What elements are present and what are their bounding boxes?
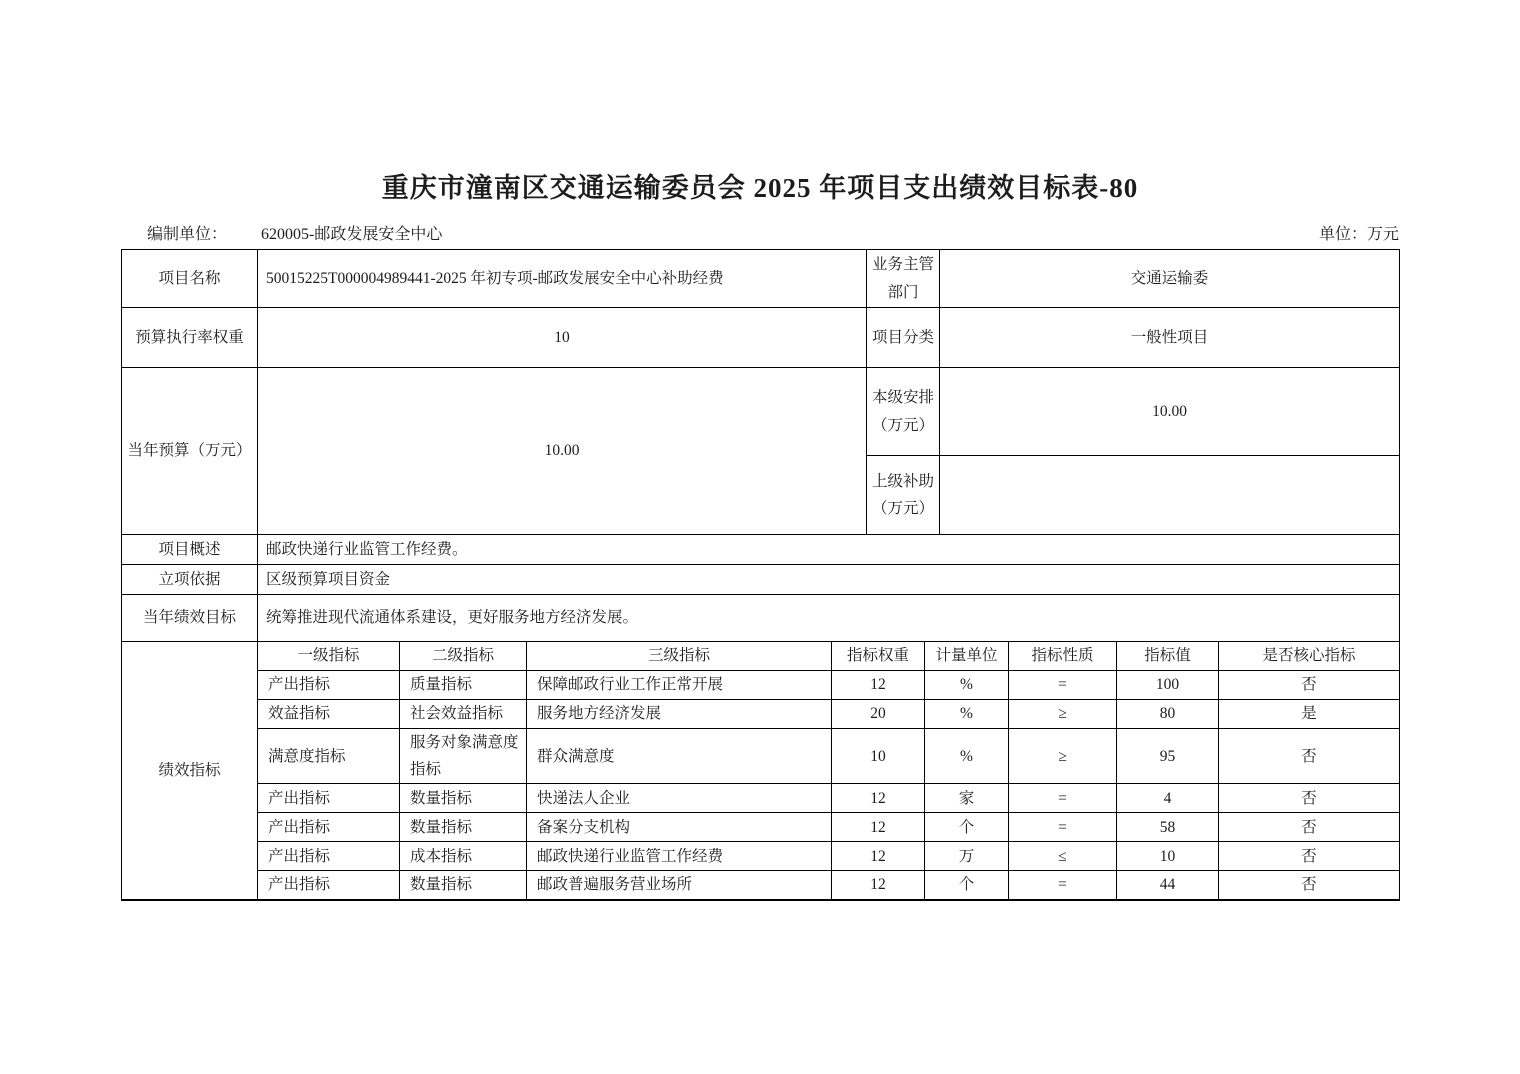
indicator-cell: ≤: [1009, 842, 1117, 871]
annual-budget-value: 10.00: [258, 368, 867, 535]
overview-value: 邮政快递行业监管工作经费。: [258, 535, 1400, 565]
indicator-cell: =: [1009, 813, 1117, 842]
indicator-cell: 12: [832, 671, 925, 700]
superior-subsidy-label: 上级补助（万元）: [867, 456, 940, 535]
indicator-cell: 100: [1117, 671, 1219, 700]
indicator-cell: 产出指标: [258, 842, 400, 871]
indicator-cell: 成本指标: [400, 842, 527, 871]
col-header-weight: 指标权重: [832, 642, 925, 671]
project-info-table: [121, 249, 1400, 642]
basis-label: 立项依据: [122, 565, 258, 595]
indicator-header-row: [122, 642, 1400, 671]
indicator-cell: 否: [1219, 813, 1400, 842]
col-header-core: 是否核心指标: [1219, 642, 1400, 671]
annual-budget-row: [122, 368, 1400, 456]
indicator-cell: 邮政普遍服务营业场所: [527, 871, 832, 900]
indicator-cell: 群众满意度: [527, 729, 832, 784]
category-label: 项目分类: [867, 308, 940, 368]
indicator-cell: 万: [925, 842, 1009, 871]
goal-value: 统筹推进现代流通体系建设，更好服务地方经济发展。: [258, 595, 1400, 642]
indicator-cell: 家: [925, 784, 1009, 813]
indicator-cell: 12: [832, 784, 925, 813]
indicator-cell: 满意度指标: [258, 729, 400, 784]
indicator-cell: %: [925, 729, 1009, 784]
indicator-cell: 否: [1219, 729, 1400, 784]
budget-exec-weight-value: 10: [258, 308, 867, 368]
indicator-cell: 58: [1117, 813, 1219, 842]
local-arrangement-value: 10.00: [940, 368, 1400, 456]
superior-subsidy-value: [940, 456, 1400, 535]
indicator-row: [122, 700, 1400, 729]
indicator-row: [122, 871, 1400, 900]
indicator-cell: 产出指标: [258, 784, 400, 813]
indicator-cell: =: [1009, 871, 1117, 900]
indicator-cell: 12: [832, 842, 925, 871]
budget-exec-weight-label: 预算执行率权重: [122, 308, 258, 368]
indicator-cell: 95: [1117, 729, 1219, 784]
indicator-table: [121, 641, 1400, 901]
col-header-value: 指标值: [1117, 642, 1219, 671]
indicator-cell: 效益指标: [258, 700, 400, 729]
indicator-cell: 数量指标: [400, 871, 527, 900]
indicator-cell: 产出指标: [258, 871, 400, 900]
indicator-cell: 质量指标: [400, 671, 527, 700]
indicator-cell: 否: [1219, 784, 1400, 813]
dept-value: 交通运输委: [940, 250, 1400, 308]
indicator-cell: 数量指标: [400, 813, 527, 842]
indicator-cell: 20: [832, 700, 925, 729]
indicator-cell: 否: [1219, 871, 1400, 900]
page-title: 重庆市潼南区交通运输委员会 2025 年项目支出绩效目标表-80: [381, 173, 1139, 203]
col-header-unit: 计量单位: [925, 642, 1009, 671]
indicator-cell: 个: [925, 813, 1009, 842]
project-name-row: [122, 250, 1400, 308]
col-header-level2: 二级指标: [400, 642, 527, 671]
prepared-by-value: 620005-邮政发展安全中心: [261, 226, 443, 243]
indicator-cell: =: [1009, 784, 1117, 813]
basis-row: [122, 565, 1400, 595]
indicator-row: [122, 842, 1400, 871]
indicator-cell: 否: [1219, 842, 1400, 871]
indicator-row: [122, 813, 1400, 842]
overview-label: 项目概述: [122, 535, 258, 565]
indicator-cell: 否: [1219, 671, 1400, 700]
annual-budget-label: 当年预算（万元）: [122, 368, 258, 535]
indicator-cell: =: [1009, 671, 1117, 700]
indicator-cell: 服务对象满意度指标: [400, 729, 527, 784]
indicator-cell: 保障邮政行业工作正常开展: [527, 671, 832, 700]
project-name-label: 项目名称: [122, 250, 258, 308]
indicator-cell: 是: [1219, 700, 1400, 729]
indicator-cell: 备案分支机构: [527, 813, 832, 842]
project-name-value: 50015225T000004989441-2025 年初专项-邮政发展安全中心补助经费: [258, 250, 867, 308]
indicator-cell: 12: [832, 813, 925, 842]
indicator-cell: 80: [1117, 700, 1219, 729]
col-header-nature: 指标性质: [1009, 642, 1117, 671]
indicator-cell: 服务地方经济发展: [527, 700, 832, 729]
indicator-cell: 数量指标: [400, 784, 527, 813]
overview-row: [122, 535, 1400, 565]
indicator-cell: 邮政快递行业监管工作经费: [527, 842, 832, 871]
indicator-cell: %: [925, 671, 1009, 700]
local-arrangement-label: 本级安排（万元）: [867, 368, 940, 456]
indicator-cell: ≥: [1009, 729, 1117, 784]
category-value: 一般性项目: [940, 308, 1400, 368]
goal-row: [122, 595, 1400, 642]
indicator-cell: 10: [1117, 842, 1219, 871]
indicator-section-label: 绩效指标: [122, 642, 258, 900]
unit-note: 单位：万元: [1318, 226, 1399, 243]
indicator-cell: 产出指标: [258, 671, 400, 700]
meta-row: [121, 221, 1399, 244]
indicator-cell: 社会效益指标: [400, 700, 527, 729]
indicator-cell: ≥: [1009, 700, 1117, 729]
goal-label: 当年绩效目标: [122, 595, 258, 642]
indicator-cell: 4: [1117, 784, 1219, 813]
indicator-cell: 快递法人企业: [527, 784, 832, 813]
indicator-row: [122, 784, 1400, 813]
indicator-row: [122, 729, 1400, 784]
col-header-level1: 一级指标: [258, 642, 400, 671]
basis-value: 区级预算项目资金: [258, 565, 1400, 595]
indicator-cell: 10: [832, 729, 925, 784]
indicator-cell: 12: [832, 871, 925, 900]
indicator-cell: 个: [925, 871, 1009, 900]
indicator-cell: 44: [1117, 871, 1219, 900]
indicator-row: [122, 671, 1400, 700]
indicator-cell: %: [925, 700, 1009, 729]
col-header-level3: 三级指标: [527, 642, 832, 671]
prepared-by-label: 编制单位：: [147, 226, 228, 243]
indicator-cell: 产出指标: [258, 813, 400, 842]
budget-exec-weight-row: [122, 308, 1400, 368]
dept-label: 业务主管部门: [867, 250, 940, 308]
document-page: [121, 166, 1399, 901]
